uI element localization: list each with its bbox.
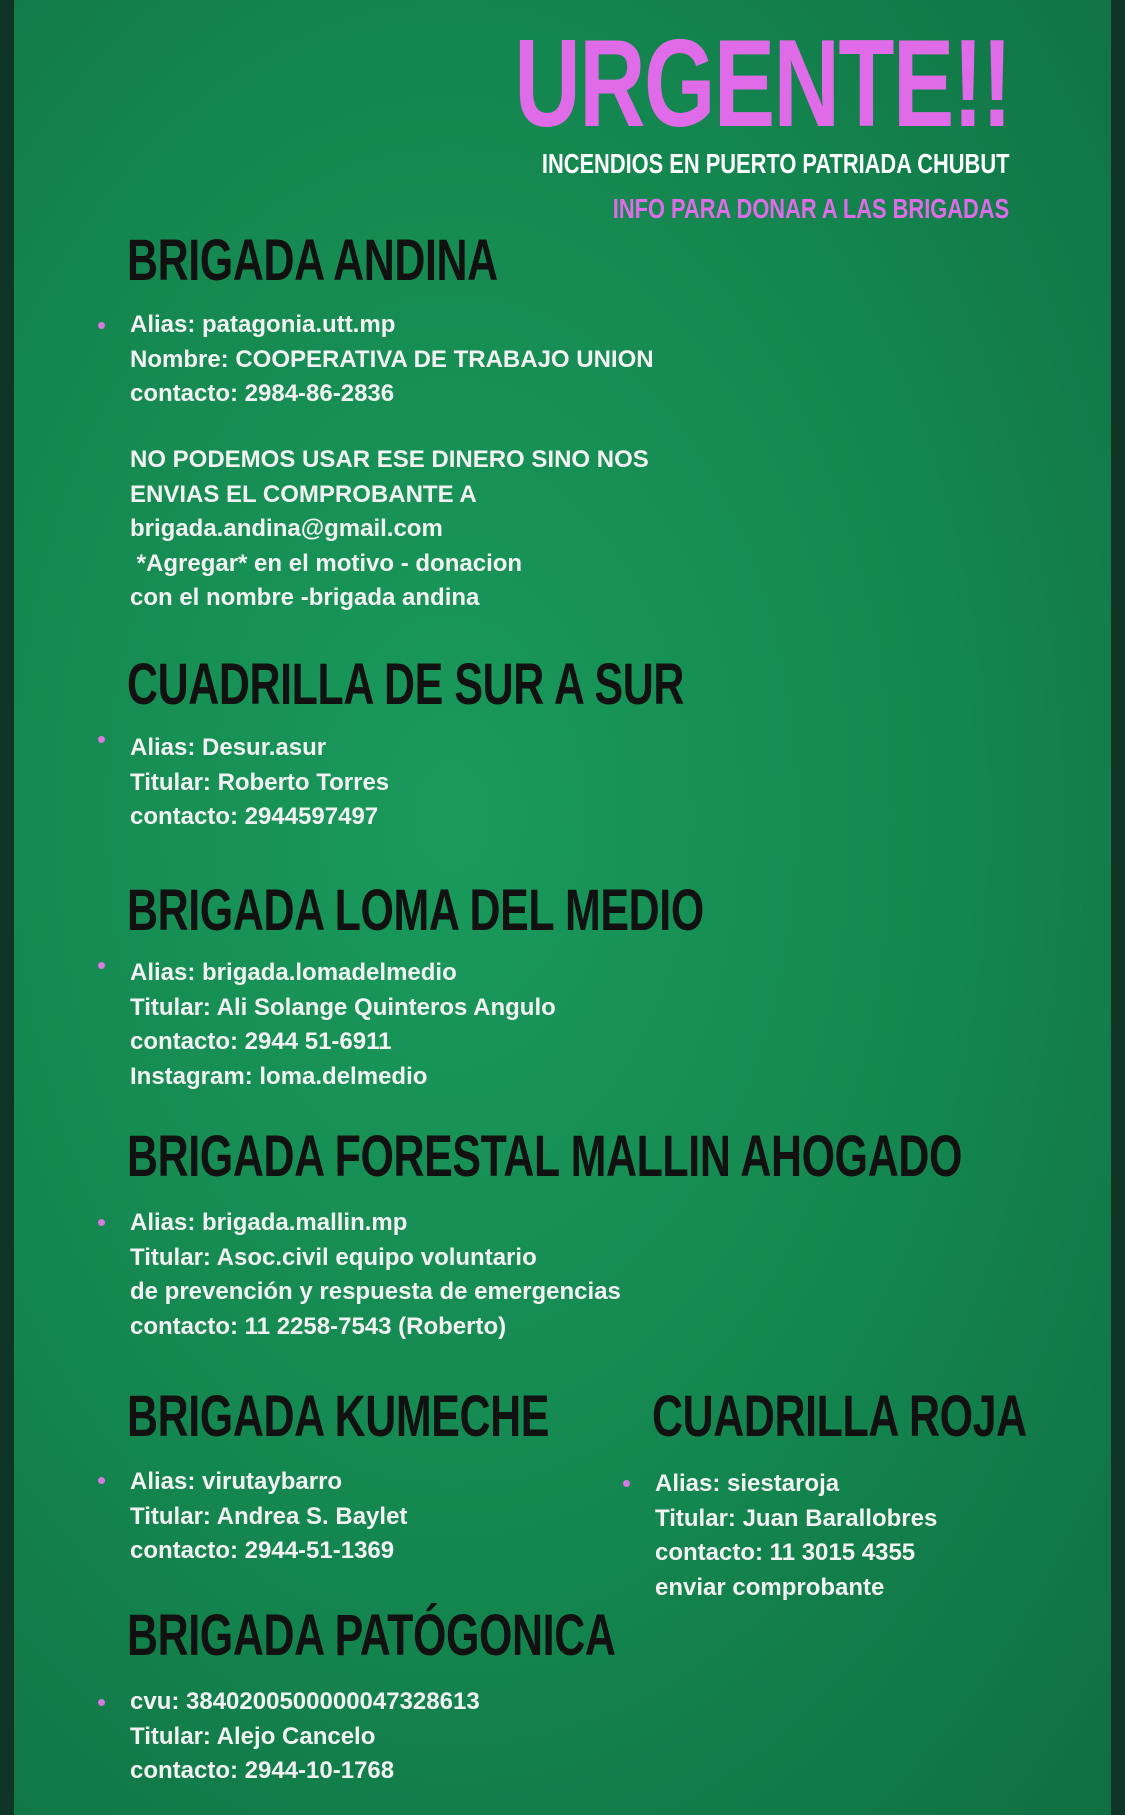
detail-line: contacto: 2984-86-2836 [130,380,395,407]
cuadrilla-roja-details [655,1467,937,1605]
note-line: con el nombre -brigada andina [130,584,480,611]
detail-line: enviar comprobante [655,1573,885,1601]
brigade-loma-del-medio-heading: BRIGADA LOMA DEL MEDIO [127,878,704,943]
bullet-icon [98,322,105,329]
urgent-title: URGENTE!! [514,15,1011,153]
detail-line: contacto: 2944 51-6911 [130,1028,392,1055]
brigade-forestal-mallin-heading: BRIGADA FORESTAL MALLIN AHOGADO [127,1124,962,1189]
brigade-andina-details [130,308,654,412]
detail-line: Titular: Juan Barallobres [655,1504,938,1532]
detail-line: de prevención y respuesta de emergencias [130,1278,621,1305]
detail-line: Titular: Roberto Torres [130,768,390,796]
detail-line: Nombre: COOPERATIVA DE TRABAJO UNION [130,345,654,373]
detail-line: Alias: virutaybarro [130,1468,343,1495]
brigade-kumeche-heading: BRIGADA KUMECHE [127,1384,550,1449]
left-border [0,0,14,1815]
detail-line: cvu: 3840200500000047328613 [130,1688,480,1715]
note-line: brigada.andina@gmail.com [130,515,443,542]
detail-line: contacto: 2944-10-1768 [130,1757,395,1784]
brigade-loma-del-medio-details [130,956,556,1094]
detail-line: Titular: Alejo Cancelo [130,1722,376,1750]
detail-line: Alias: siestaroja [655,1470,840,1497]
detail-line: contacto: 11 2258-7543 (Roberto) [130,1312,507,1340]
bullet-icon [98,1219,105,1226]
cuadrilla-roja-heading: CUADRILLA ROJA [652,1384,1027,1449]
bullet-icon [98,1477,105,1484]
bullet-icon [98,962,105,969]
note-line: *Agregar* en el motivo - donacion [130,549,523,577]
detail-line: contacto: 2944597497 [130,803,379,830]
brigade-patagonica-heading: BRIGADA PATÓGONICA [127,1603,616,1668]
note-line: ENVIAS EL COMPROBANTE A [130,480,477,508]
brigade-andina-note [130,443,649,616]
detail-line: Instagram: loma.delmedio [130,1062,428,1090]
detail-line: contacto: 11 3015 4355 [655,1539,916,1566]
detail-line: Alias: brigada.lomadelmedio [130,959,457,986]
cuadrilla-sur-a-sur-details [130,731,389,835]
detail-line: Titular: Andrea S. Baylet [130,1502,408,1530]
brigade-patagonica-details [130,1685,480,1789]
detail-line: Alias: patagonia.utt.mp [130,311,396,338]
bullet-icon [623,1480,630,1487]
right-border [1111,0,1125,1815]
note-line: NO PODEMOS USAR ESE DINERO SINO NOS [130,446,649,473]
subtitle-donate: INFO PARA DONAR A LAS BRIGADAS [612,193,1009,224]
bullet-icon [98,736,105,743]
brigade-kumeche-details [130,1465,407,1569]
detail-line: Titular: Asoc.civil equipo voluntario [130,1243,537,1271]
detail-line: Titular: Ali Solange Quinteros Angulo [130,993,556,1021]
cuadrilla-sur-a-sur-heading: CUADRILLA DE SUR A SUR [127,652,684,717]
detail-line: Alias: brigada.mallin.mp [130,1209,408,1236]
detail-line: Alias: Desur.asur [130,734,327,761]
detail-line: contacto: 2944-51-1369 [130,1537,395,1564]
donation-poster [14,0,1111,1815]
bullet-icon [98,1699,105,1706]
brigade-andina-heading: BRIGADA ANDINA [127,228,498,293]
subtitle-fires: INCENDIOS EN PUERTO PATRIADA CHUBUT [541,148,1009,179]
brigade-forestal-mallin-details [130,1206,621,1344]
